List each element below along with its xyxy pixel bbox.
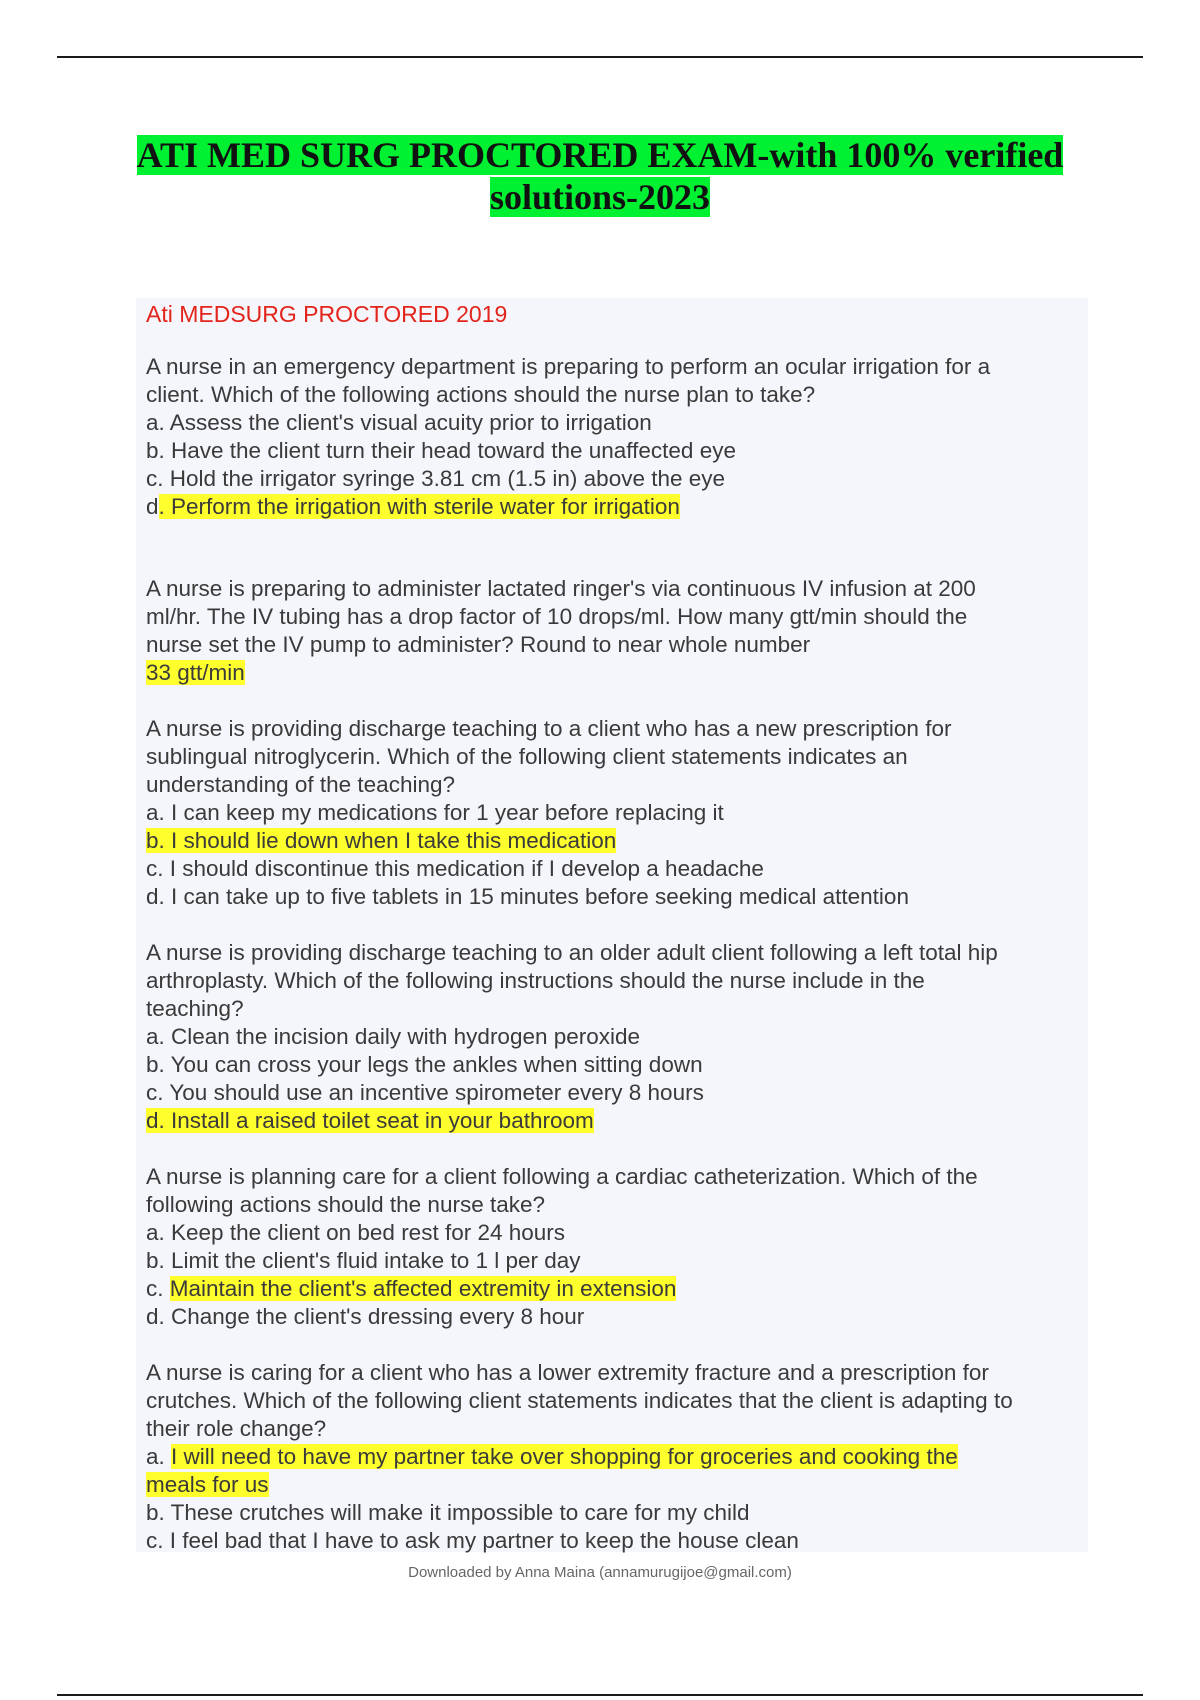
question-2 — [146, 575, 1078, 687]
answer-option-correct — [146, 659, 1078, 687]
question-stem-line: A nurse is preparing to administer lactated ringer's via continuous IV infusion at 200 — [146, 576, 976, 601]
page-title — [100, 134, 1100, 218]
question-stem-line: crutches. Which of the following client statements indicates that the client is adapting to — [146, 1388, 1013, 1413]
question-stem-line: A nurse is providing discharge teaching to an older adult client following a left total hip — [146, 940, 998, 965]
question-stem-line: arthroplasty. Which of the following instructions should the nurse include in the — [146, 968, 925, 993]
answer-option-correct — [146, 1471, 1078, 1499]
question-stem-line: understanding of the teaching? — [146, 772, 455, 797]
answer-option-correct — [146, 827, 1078, 855]
answer-highlight: meals for us — [146, 1472, 269, 1497]
question-stem-line: A nurse is caring for a client who has a lower extremity fracture and a prescription for — [146, 1360, 989, 1385]
answer-option: d. Change the client's dressing every 8 hour — [146, 1304, 585, 1329]
section-heading: Ati MEDSURG PROCTORED 2019 — [146, 301, 508, 327]
bottom-rule — [57, 1694, 1143, 1696]
answer-highlight: Maintain the client's affected extremity in extension — [169, 1276, 677, 1301]
answer-option: d. I can take up to five tablets in 15 minutes before seeking medical attention — [146, 884, 909, 909]
answer-option: c. Hold the irrigator syringe 3.81 cm (1.5 in) above the eye — [146, 466, 726, 491]
answer-option: b. Have the client turn their head toward the unaffected eye — [146, 438, 736, 463]
question-3 — [146, 715, 1078, 911]
answer-option: a. Keep the client on bed rest for 24 hours — [146, 1220, 566, 1245]
question-stem-line: A nurse is providing discharge teaching to a client who has a new prescription for — [146, 716, 952, 741]
question-stem-line: sublingual nitroglycerin. Which of the following client statements indicates an — [146, 744, 908, 769]
question-5 — [146, 1163, 1078, 1331]
answer-option: c. You should use an incentive spirometer every 8 hours — [146, 1080, 704, 1105]
answer-option-correct — [146, 1107, 1078, 1135]
answer-option: c. I should discontinue this medication if I develop a headache — [146, 856, 764, 881]
question-6 — [146, 1359, 1078, 1555]
question-stem-line: A nurse is planning care for a client following a cardiac catheterization. Which of the — [146, 1164, 978, 1189]
answer-option: a. I can keep my medications for 1 year before replacing it — [146, 800, 724, 825]
answer-highlight: 33 gtt/min — [146, 660, 245, 685]
answer-option-correct: a. I will need to have my partner take over shopping for groceries and cooking the — [146, 1444, 958, 1469]
answer-highlight: I will need to have my partner take over shopping for groceries and cooking the — [171, 1444, 958, 1469]
title-line-2: solutions-2023 — [489, 177, 711, 217]
question-stem-line: ml/hr. The IV tubing has a drop factor of 10 drops/ml. How many gtt/min should the — [146, 604, 968, 629]
question-stem-line: nurse set the IV pump to administer? Round to near whole number — [146, 632, 811, 657]
answer-option: a. Clean the incision daily with hydrogen peroxide — [146, 1024, 641, 1049]
answer-option: a. Assess the client's visual acuity prior to irrigation — [146, 410, 652, 435]
answer-option: c. I feel bad that I have to ask my partner to keep the house clean — [146, 1528, 799, 1553]
answer-highlight: b. I should lie down when I take this medication — [146, 828, 617, 853]
question-stem-line: teaching? — [146, 996, 244, 1021]
download-footer: Downloaded by Anna Maina (annamurugijoe@gmail.com) — [408, 1564, 792, 1581]
answer-option: b. You can cross your legs the ankles when sitting down — [146, 1052, 703, 1077]
answer-highlight: d. Install a raised toilet seat in your bathroom — [146, 1108, 594, 1133]
title-line-1: ATI MED SURG PROCTORED EXAM-with 100% verified — [136, 135, 1064, 175]
question-stem-line: A nurse in an emergency department is preparing to perform an ocular irrigation for a — [146, 354, 991, 379]
question-stem-line: client. Which of the following actions should the nurse plan to take? — [146, 382, 816, 407]
question-stem-line: their role change? — [146, 1416, 327, 1441]
answer-option: b. These crutches will make it impossible to care for my child — [146, 1500, 750, 1525]
answer-option-correct: d. Perform the irrigation with sterile water for irrigation — [146, 494, 680, 519]
answer-option: b. Limit the client's fluid intake to 1 l per day — [146, 1248, 581, 1273]
document-body — [136, 298, 1088, 1552]
answer-highlight: . Perform the irrigation with sterile water for irrigation — [158, 494, 680, 519]
top-rule — [57, 56, 1143, 58]
answer-option-correct: c. Maintain the client's affected extremity in extension — [146, 1276, 677, 1301]
question-1 — [146, 353, 1078, 521]
question-4 — [146, 939, 1078, 1135]
question-stem-line: following actions should the nurse take? — [146, 1192, 546, 1217]
